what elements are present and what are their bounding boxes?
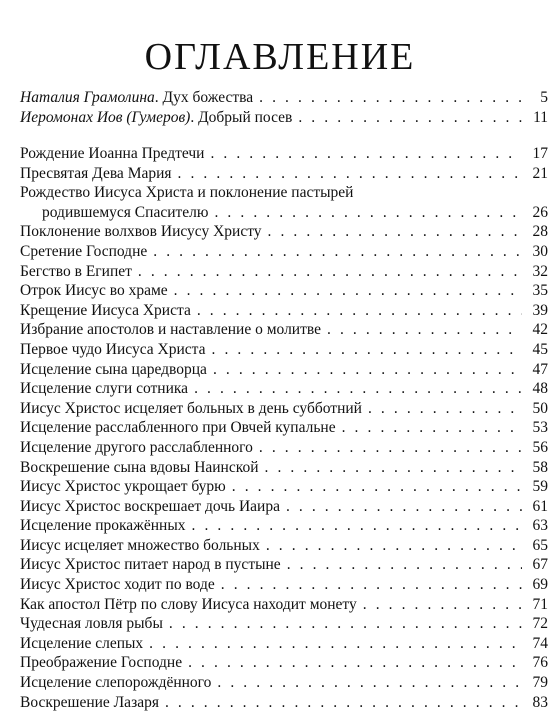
dot-leader (268, 222, 522, 242)
toc-page-number: 72 (532, 615, 548, 633)
dot-leader (192, 516, 522, 536)
toc-page-number: 45 (532, 340, 548, 358)
dot-leader (153, 242, 522, 262)
toc-entry-title: Чудесная ловля рыбы (20, 615, 163, 633)
toc-page-number: 21 (532, 164, 548, 182)
toc-entry[interactable] (20, 88, 548, 108)
toc-page-number: 63 (532, 517, 548, 535)
toc-page-number: 59 (532, 478, 548, 496)
dot-leader (259, 88, 522, 108)
toc-page-number: 17 (532, 145, 548, 162)
contents-list (20, 144, 548, 712)
toc-entry-title: Поклонение волхвов Иисусу Христу (20, 223, 262, 241)
dot-leader (174, 281, 522, 301)
toc-page-number: 26 (532, 203, 548, 221)
toc-entry-text: Добрый посев (198, 108, 293, 126)
toc-entry-title: Бегство в Египет (20, 262, 132, 280)
toc-entry-title: Иисус Христос исцеляет больных в день субботний (20, 399, 362, 417)
toc-entry[interactable] (20, 144, 548, 164)
toc-entry-title: Воскрешение сына вдовы Наинской (20, 458, 259, 476)
toc-entry[interactable] (20, 399, 548, 419)
dot-leader (327, 320, 522, 340)
toc-page-number: 61 (532, 497, 548, 515)
toc-entry[interactable] (20, 203, 548, 223)
toc-entry-title: Иисус Христос питает народ в пустыне (20, 556, 281, 574)
dot-leader (178, 164, 522, 184)
toc-entry-title: Иисус исцеляет множество больных (20, 536, 260, 554)
toc-page-number: 76 (532, 654, 548, 672)
toc-entry-title: Рождение Иоанна Предтечи (20, 145, 205, 162)
toc-entry[interactable] (20, 379, 548, 399)
dot-leader (221, 575, 522, 595)
toc-entry[interactable] (20, 477, 548, 497)
toc-entry[interactable] (20, 242, 548, 262)
toc-entry[interactable] (20, 536, 548, 556)
toc-entry[interactable] (20, 340, 548, 360)
dot-leader (232, 477, 522, 497)
toc-page-number: 35 (532, 282, 548, 300)
toc-entry-title: Рождество Иисуса Христа и поклонение пастырей (20, 184, 354, 202)
toc-entry[interactable] (20, 516, 548, 536)
toc-page-number: 47 (532, 360, 548, 378)
intro-list (20, 88, 548, 127)
toc-entry-title: Исцеление прокажённых (20, 517, 186, 535)
toc-entry[interactable] (20, 262, 548, 282)
toc-page-number: 65 (532, 536, 548, 554)
dot-leader (298, 108, 522, 128)
toc-page-number: 11 (533, 108, 548, 126)
toc-entry[interactable] (20, 301, 548, 321)
dot-leader (213, 360, 522, 380)
toc-page-number: 32 (532, 262, 548, 280)
toc-page-number: 50 (532, 399, 548, 417)
dot-leader (259, 438, 522, 458)
toc-entry[interactable] (20, 418, 548, 438)
toc-page-number: 28 (532, 223, 548, 241)
toc-entry[interactable] (20, 320, 548, 340)
toc-page-number: 48 (532, 380, 548, 398)
toc-entry-author: Наталия Грамолина (20, 89, 155, 106)
toc-entry[interactable] (20, 360, 548, 380)
toc-entry-title: Иисус Христос укрощает бурю (20, 478, 226, 496)
toc-entry-title: родившемуся Спасителю (42, 203, 209, 221)
toc-page-number: 53 (532, 419, 548, 437)
toc-entry[interactable] (20, 693, 548, 712)
toc-entry[interactable] (20, 438, 548, 458)
toc-entry[interactable] (20, 614, 548, 634)
toc-entry[interactable] (20, 673, 548, 693)
toc-entry[interactable] (20, 575, 548, 595)
toc-entry-text: Дух божества (162, 89, 254, 106)
toc-page-number: 42 (532, 321, 548, 339)
toc-entry-title: Воскрешение Лазаря (20, 693, 159, 711)
toc-entry[interactable] (20, 595, 548, 615)
toc-entry[interactable] (20, 634, 548, 654)
toc-entry-title: Избрание апостолов и наставление о молитве (20, 321, 321, 339)
dot-leader (265, 458, 522, 478)
toc-page-number: 30 (532, 242, 548, 260)
toc-page-number: 67 (532, 556, 548, 574)
toc-page-number: 58 (532, 458, 548, 476)
dot-leader (212, 340, 522, 360)
dot-leader (197, 301, 522, 321)
toc-entry[interactable] (20, 458, 548, 478)
toc-entry[interactable] (20, 222, 548, 242)
toc-entry[interactable] (20, 555, 548, 575)
toc-entry-title: Исцеление слепых (20, 634, 144, 652)
page-title: ОГЛАВЛЕНИЕ (144, 36, 416, 79)
toc-page-number: 56 (532, 438, 548, 456)
toc-entry-title: Исцеление слуги сотника (20, 380, 189, 398)
dot-leader (266, 536, 522, 556)
toc-page-number: 71 (532, 595, 548, 613)
toc-page-number: 79 (532, 674, 548, 692)
dot-leader (214, 203, 522, 223)
toc-entry[interactable] (20, 164, 548, 184)
dot-leader (363, 595, 522, 615)
dot-leader (287, 555, 522, 575)
toc-entry-title: Сретение Господне (20, 242, 148, 260)
toc-entry-title: Преображение Господне (20, 654, 183, 672)
toc-entry-title: Исцеление другого расслабленного (20, 438, 253, 456)
toc-entry-title: Иеромонах Иов (Гумеров). Добрый посев (20, 108, 293, 126)
dot-leader (368, 399, 522, 419)
dot-leader (194, 379, 522, 399)
toc-entry[interactable] (20, 108, 548, 128)
toc-entry-title: Крещение Иисуса Христа (20, 301, 191, 319)
toc-entry-title: Исцеление сына царедворца (20, 360, 207, 378)
toc-entry[interactable] (20, 281, 548, 301)
toc-entry[interactable] (20, 183, 548, 203)
dot-leader (149, 634, 522, 654)
toc-page-number: 69 (532, 576, 548, 594)
toc-page-number: 5 (540, 89, 548, 106)
toc-entry-title: Пресвятая Дева Мария (20, 164, 172, 182)
toc-entry-title: Иисус Христос воскрешает дочь Иаира (20, 497, 280, 515)
dot-leader (342, 418, 522, 438)
dot-leader (165, 693, 522, 712)
toc-entry-title: Иисус Христос ходит по воде (20, 576, 215, 594)
toc-page-number: 74 (532, 634, 548, 652)
toc-entry-author: Иеромонах Иов (Гумеров) (20, 108, 191, 126)
dot-leader (286, 497, 522, 517)
toc-entry-title: Первое чудо Иисуса Христа (20, 340, 206, 358)
toc-page-number: 83 (532, 693, 548, 711)
toc-entry[interactable] (20, 497, 548, 517)
dot-leader (217, 673, 522, 693)
dot-leader (169, 614, 522, 634)
dot-leader (188, 653, 522, 673)
toc-page-number: 39 (532, 301, 548, 319)
toc-entry-title: Отрок Иисус во храме (20, 282, 168, 300)
dot-leader (210, 144, 522, 164)
toc-entry-title: Как апостол Пётр по слову Иисуса находит монету (20, 595, 357, 613)
toc-entry-title: Исцеление слепорождённого (20, 674, 212, 692)
toc-entry-title: Исцеление расслабленного при Овчей купальне (20, 419, 336, 437)
dot-leader (138, 262, 522, 282)
toc-entry[interactable] (20, 653, 548, 673)
toc-entry-title: Наталия Грамолина. Дух божества (20, 89, 254, 106)
